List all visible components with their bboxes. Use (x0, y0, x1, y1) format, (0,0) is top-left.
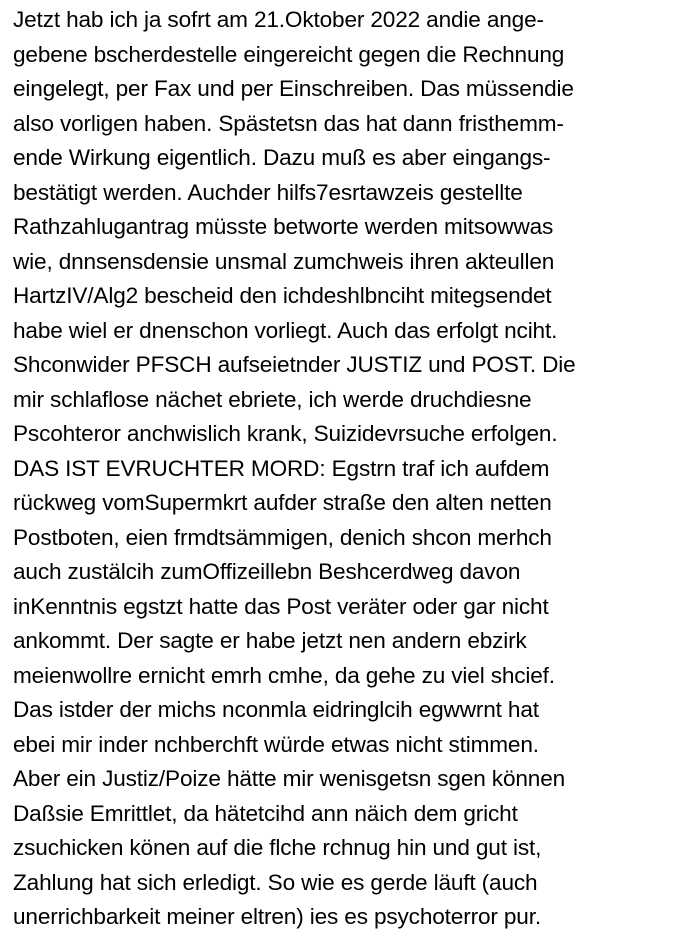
text-line: also vorligen haben. Spästetsn das hat dann fristhemm- (13, 110, 564, 136)
text-line: unerrichbarkeit meiner eltren) ies es psychoterror pur. (13, 904, 541, 929)
text-line: ebei mir inder nchberchft würde etwas nicht stimmen. (13, 731, 539, 757)
text-line: gebene bscherdestelle eingereicht gegen die Rechnung (13, 41, 565, 67)
text-line: auch zustälcih zumOffizeillebn Beshcerdweg davon (13, 559, 521, 584)
text-line: mir schlaflose nächet ebriete, ich werde druchdiesne (13, 386, 532, 412)
text-line: wie, dnnsensdensie unsmal zumchweis ihren akteullen (13, 248, 555, 274)
text-line: Aber ein Justiz/Poize hätte mir wenisgetsn sgen können (13, 766, 566, 791)
text-line: Pscohteror anchwislich krank, Suizidevrsuche erfolgen. (13, 421, 558, 446)
text-line: HartzIV/Alg2 bescheid den ichdeshlbnciht mitegsendet (13, 283, 552, 308)
text-line: Das istder der michs nconmla eidringlcih egwwrnt hat (13, 697, 539, 722)
text-line: bestätigt werden. Auchder hilfs7esrtawzeis gestellte (13, 179, 523, 205)
text-line: Daßsie Emrittlet, da hätetcihd ann näich dem gricht (13, 800, 518, 826)
text-line: Rathzahlugantrag müsste betworte werden mitsowwas (13, 214, 554, 239)
text-line: rückweg vomSupermkrt aufder straße den alten netten (13, 490, 552, 515)
text-line: Shconwider PFSCH aufseietnder JUSTIZ und POST. Die (13, 352, 576, 377)
text-line: zsuchicken könen auf die flche rchnug hin und gut ist, (13, 835, 542, 860)
text-line: ende Wirkung eigentlich. Dazu muß es aber eingangs- (13, 145, 551, 170)
text-line: habe wiel er dnenschon vorliegt. Auch das erfolgt nciht. (13, 317, 558, 343)
text-line: inKenntnis egstzt hatte das Post veräter oder gar nicht (13, 593, 549, 619)
text-line: DAS IST EVRUCHTER MORD: Egstrn traf ich aufdem (13, 455, 550, 481)
text-line: meienwollre ernicht emrh cmhe, da gehe zu viel shcief. (13, 662, 555, 688)
text-line: Postboten, eien frmdtsämmigen, denich shcon merhch (13, 524, 552, 550)
text-line: Zahlung hat sich erledigt. So wie es gerde läuft (auch (13, 869, 538, 895)
body-text (13, 3, 681, 935)
text-line: ankommt. Der sagte er habe jetzt nen andern ebzirk (13, 628, 527, 653)
text-line: Jetzt hab ich ja sofrt am 21.Oktober 2022 andie ange- (13, 7, 544, 32)
text-line: eingelegt, per Fax und per Einschreiben. Das müssendie (13, 76, 574, 101)
